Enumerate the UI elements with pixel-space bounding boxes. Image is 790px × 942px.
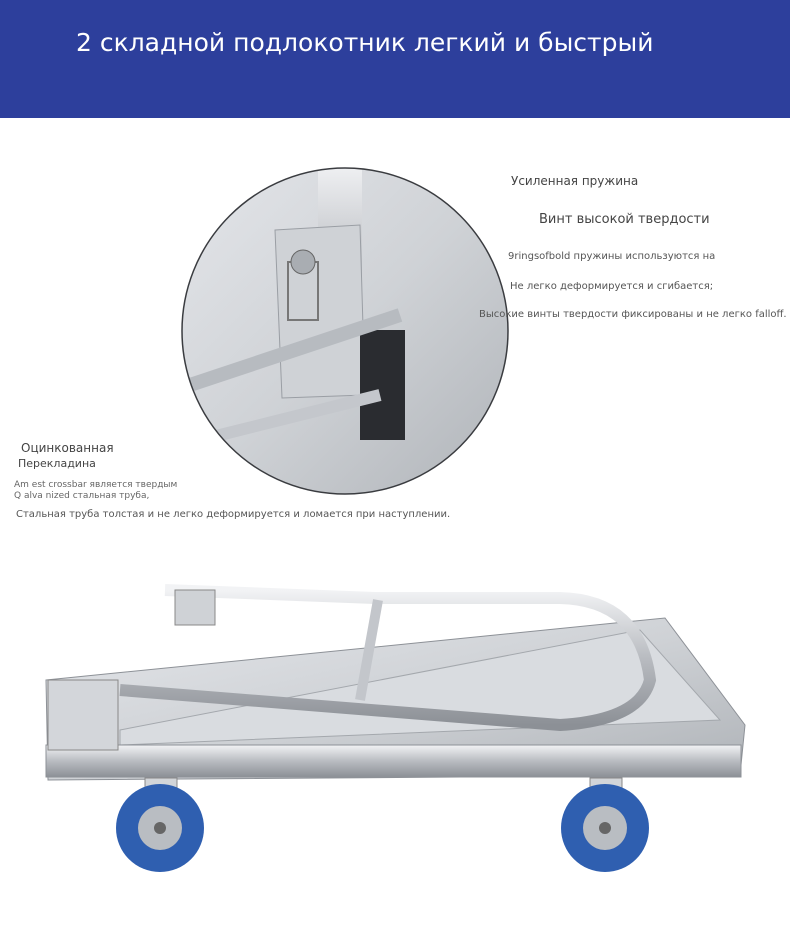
crossbar-label-line2: Перекладина: [18, 457, 96, 470]
zoom-detail-circle: [180, 160, 520, 500]
crossbar-desc-line1: Am est crossbar является твердым: [14, 480, 178, 490]
screws-fixed-text: Высокие винты твердости фиксированы и не легко falloff.: [479, 309, 787, 320]
crossbar-label-line1: Оцинкованная: [21, 441, 114, 455]
screw-label: Винт высокой твердости: [539, 212, 710, 227]
tube-desc-text: Стальная труба толстая и не легко деформируется и ломается при наступлении.: [16, 509, 451, 520]
right-wheel: [561, 778, 649, 872]
trolley: [46, 590, 745, 780]
crossbar-desc-line2: Q alva nized стальная труба,: [14, 491, 150, 501]
spring-label: Усиленная пружина: [511, 174, 639, 188]
left-wheel: [116, 778, 204, 872]
banner-title: 2 складной подлокотник легкий и быстрый: [76, 28, 654, 57]
springs-used-text: 9ringsofbold пружины используются на: [508, 251, 716, 262]
not-deform-text: Не легко деформируется и сгибается;: [510, 281, 714, 292]
